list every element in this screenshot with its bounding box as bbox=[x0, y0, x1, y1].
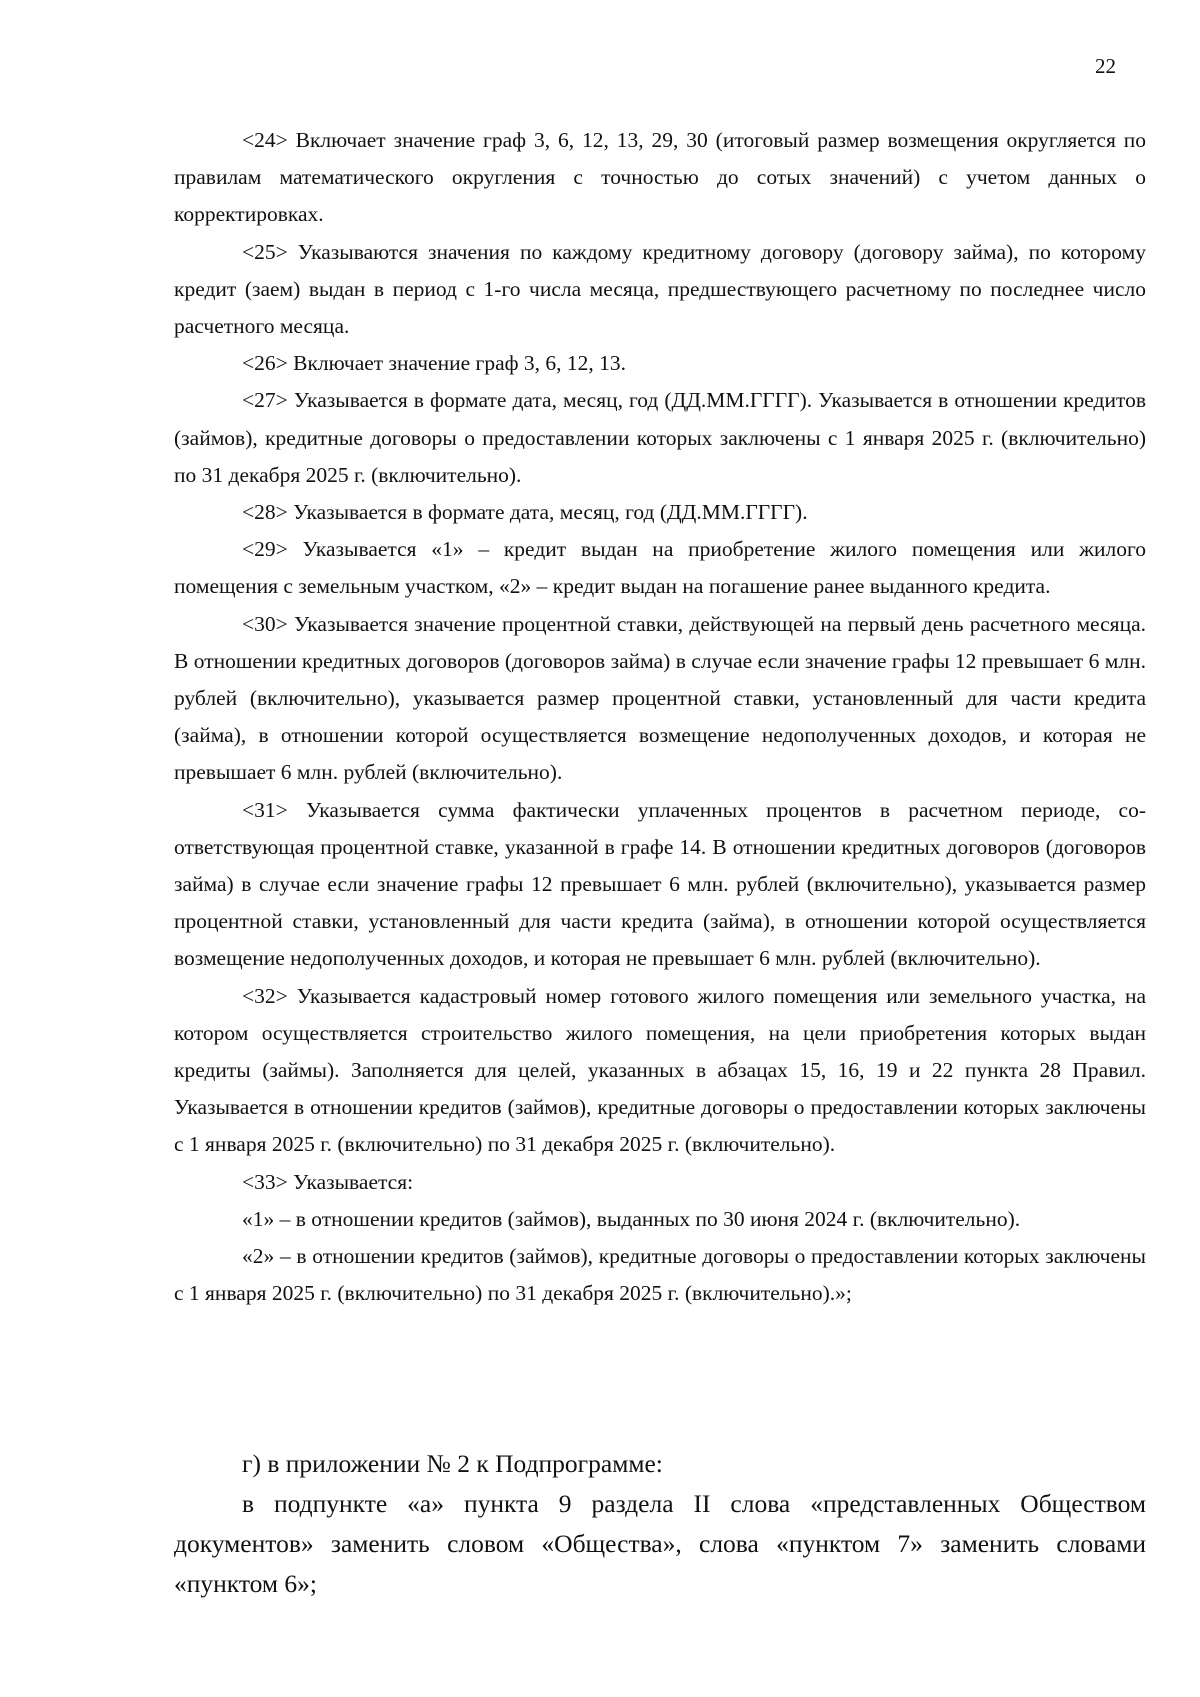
note-26: <26> Включает значение граф 3, 6, 12, 13. bbox=[242, 351, 627, 376]
note-25: <25> Указываются значения по каждому кредитному договору (договору займа), по которому кредит (заем) выдан в период с 1-го числа месяца, предшествующего расчетному по последнее число расчетного месяца. bbox=[174, 239, 1146, 339]
note-33-option-2: «2» – в отношении кредитов (займов), кредитные договоры о предоставлении которых заключены с 1 января 2025 г. (включительно) по 31 декабря 2025 г. (включительно).»; bbox=[174, 1244, 1146, 1306]
amendment-heading: г) в приложении № 2 к Подпрограмме: bbox=[242, 1449, 663, 1478]
note-28: <28> Указывается в формате дата, месяц, год (ДД.ММ.ГГГГ). bbox=[242, 500, 808, 525]
footnotes-section bbox=[174, 122, 1146, 1313]
page-number: 22 bbox=[1095, 54, 1116, 78]
note-32: <32> Указывается кадастровый номер готового жилого помещения или земельного участка, на котором осуществляется строительство жилого помещения, на цели приобретения которых выдан кредиты (займы). Заполняется для целей, указанных в абзацах 15, 16, 19 и 22 пункта 28 Правил. Указывается в отношении кредитов (займов), кредитные договоры о предоставлении которых заключены с 1 января 2025 г. (включительно) по 31 декабря 2025 г. (включительно). bbox=[174, 983, 1146, 1157]
note-24: <24> Включает значение граф 3, 6, 12, 13, 29, 30 (итоговый размер возмещения округляется по правилам математического округления с точностью до сотых значений) с учетом данных о корректировках. bbox=[174, 128, 1146, 227]
note-31: <31> Указывается сумма фактически уплаченных процентов в расчетном периоде, соответствующая процентной ставке, указанной в графе 14. В отношении кредитных договоров (договоров займа) в случае если значение графы 12 превышает 6 млн. рублей (включительно), указывается размер процентной ставки, установленный для части кредита (займа), в отношении которой осуществляется возмещение недополученных доходов, и которая не превышает 6 млн. рублей (включительно). bbox=[174, 797, 1146, 971]
note-27: <27> Указывается в формате дата, месяц, год (ДД.ММ.ГГГГ). Указывается в отношении кредитов (займов), кредитные договоры о предоставлении которых заключены с 1 января 2025 г. (включительно) по 31 декабря 2025 г. (включительно). bbox=[174, 388, 1146, 487]
note-29: <29> Указывается «1» – кредит выдан на приобретение жилого помещения или жилого помещения с земельным участком, «2» – кредит выдан на погашение ранее выданного кредита. bbox=[174, 537, 1146, 599]
note-33: <33> Указывается: bbox=[242, 1169, 414, 1194]
amendment-section bbox=[174, 1444, 1146, 1604]
amendment-text: в подпункте «а» пункта 9 раздела II слова «представленных Обществом документов» заменить словом «Общества», слова «пунктом 7» заменить словами «пунктом 6»; bbox=[174, 1489, 1146, 1598]
note-30: <30> Указывается значение процентной ставки, действующей на первый день расчетного месяца. В отношении кредитных договоров (договоров займа) в случае если значение графы 12 превышает 6 млн. рублей (включительно), указывается размер процентной ставки, установленный для части кредита (займа), в отношении которой осуществляется возмещение недополученных доходов, и которая не превышает 6 млн. рублей (включительно). bbox=[174, 611, 1146, 785]
note-33-option-1: «1» – в отношении кредитов (займов), выданных по 30 июня 2024 г. (включительно). bbox=[242, 1206, 1021, 1231]
